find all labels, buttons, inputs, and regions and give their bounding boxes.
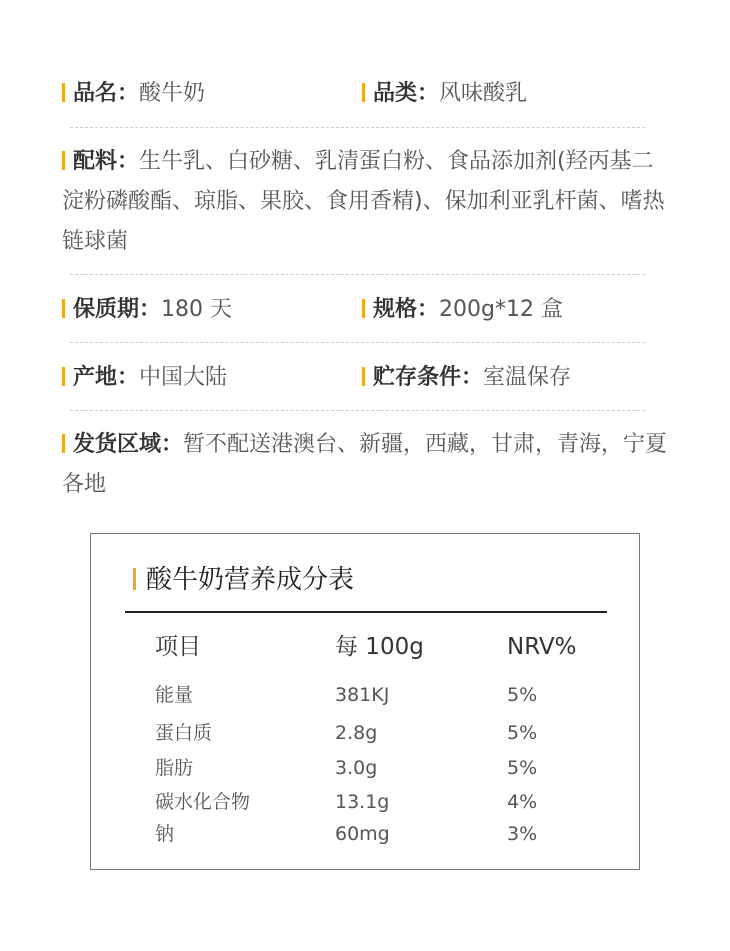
- row-carb-value: 13.1g: [335, 791, 390, 813]
- shelf-life-row: [62, 290, 232, 330]
- accent-bar: [62, 151, 65, 170]
- accent-bar: [62, 434, 65, 453]
- ingredients-row: [62, 142, 672, 262]
- accent-bar: [62, 83, 65, 102]
- row-energy-nrv: 5%: [507, 684, 538, 706]
- row-protein-value: 2.8g: [335, 722, 378, 744]
- shipping-label: 发货区域：: [73, 432, 184, 457]
- storage-value: 室温保存: [483, 365, 572, 390]
- spec-row: [362, 290, 563, 330]
- origin-row: [62, 358, 227, 398]
- accent-bar: [133, 568, 136, 590]
- header-item: 项目: [155, 634, 201, 660]
- row-sodium-value: 60mg: [335, 823, 390, 845]
- ingredients-value: 生牛乳、白砂糖、乳清蛋白粉、食品添加剂(羟丙基二淀粉磷酸酯、琼脂、果胶、食用香精)、保加利亚乳杆菌、嗜热链球菌: [62, 149, 665, 254]
- row-protein-nrv: 5%: [507, 722, 538, 744]
- row-fat-value: 3.0g: [335, 757, 378, 779]
- accent-bar: [362, 83, 365, 102]
- nutrition-table-title: [133, 562, 354, 598]
- row-energy-value: 381KJ: [335, 684, 390, 706]
- row-energy-item: 能量: [155, 684, 194, 706]
- accent-bar: [362, 367, 365, 386]
- row-fat-nrv: 5%: [507, 757, 538, 779]
- storage-row: [362, 358, 571, 398]
- divider: [70, 410, 645, 411]
- row-protein-item: 蛋白质: [155, 722, 213, 744]
- row-sodium-nrv: 3%: [507, 823, 538, 845]
- table-title-rule: [125, 611, 607, 613]
- storage-label: 贮存条件：: [373, 365, 484, 390]
- divider: [70, 127, 645, 128]
- divider: [70, 342, 645, 343]
- accent-bar: [362, 299, 365, 318]
- category-label: 品类：: [373, 81, 440, 106]
- accent-bar: [62, 299, 65, 318]
- row-sodium-item: 钠: [155, 823, 175, 845]
- row-carb-item: 碳水化合物: [155, 791, 251, 813]
- spec-label: 规格：: [373, 297, 440, 322]
- nutrition-title-text: 酸牛奶营养成分表: [146, 565, 355, 595]
- product-name-row: [62, 74, 205, 114]
- shipping-row: [62, 425, 672, 505]
- origin-value: 中国大陆: [139, 365, 228, 390]
- accent-bar: [62, 367, 65, 386]
- divider: [70, 274, 645, 275]
- shelf-life-value: 180 天: [161, 297, 233, 322]
- header-nrv: NRV%: [507, 634, 577, 660]
- product-name-value: 酸牛奶: [139, 81, 206, 106]
- row-fat-item: 脂肪: [155, 757, 194, 779]
- row-carb-nrv: 4%: [507, 791, 538, 813]
- spec-value: 200g*12 盒: [439, 297, 563, 322]
- nutrition-table: [90, 533, 640, 870]
- product-name-label: 品名：: [73, 81, 140, 106]
- shipping-value: 暂不配送港澳台、新疆，西藏，甘肃，青海，宁夏各地: [62, 432, 668, 497]
- header-per-100g: 每 100g: [335, 634, 424, 660]
- category-value: 风味酸乳: [439, 81, 528, 106]
- category-row: [362, 74, 527, 114]
- ingredients-label: 配料：: [73, 149, 140, 174]
- origin-label: 产地：: [73, 365, 140, 390]
- shelf-life-label: 保质期：: [73, 297, 162, 322]
